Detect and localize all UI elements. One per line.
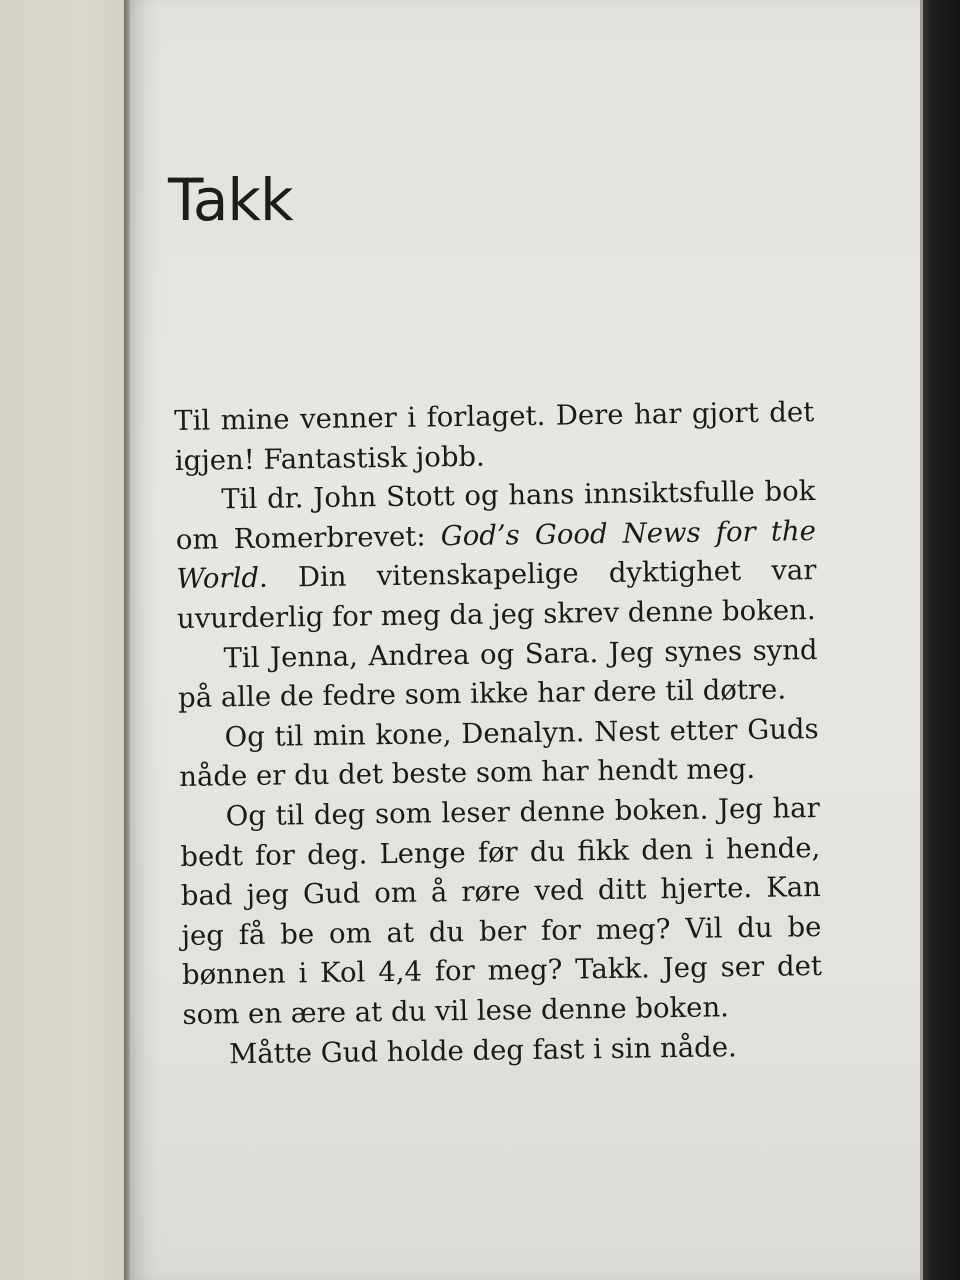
paragraph-1: Til mine venner i forlaget. Dere har gjort det igjen! Fantastisk jobb.: [174, 396, 815, 477]
paragraph-4: Og til min kone, Denalyn. Nest etter Guds nåde er du det beste som har hendt meg.: [179, 712, 819, 794]
paragraph-6: Måtte Gud holde deg fast i sin nåde.: [228, 1030, 737, 1070]
paragraph-2-end: . Din vitenskapelige dyktighet var uvurderlig for meg da jeg skrev denne boken.: [176, 554, 817, 635]
page-title: Takk: [168, 166, 293, 234]
paragraph-5: Og til deg som leser denne boken. Jeg har bedt for deg. Lenge før du fikk den i hende, bad jeg Gud om å røre ved ditt hjerte. Kan jeg få be om at du ber for meg? Vil du be bønnen i Kol 4,4 for meg? Takk. Jeg ser det som en ære at du vil lese denne boken.: [180, 791, 823, 1031]
paragraph-2-start: Til dr. John Stott og hans innsiktsfulle bok om Romerbrevet:: [175, 475, 816, 556]
left-page-edge: [0, 0, 124, 1280]
acknowledgements-text: [174, 393, 823, 1075]
right-background-edge: [920, 0, 960, 1280]
book-title: God’s Good News for the World: [176, 514, 817, 596]
paragraph-2: [175, 472, 817, 639]
paragraph-3: Til Jenna, Andrea og Sara. Jeg synes synd på alle de fedre som ikke har dere til døtre.: [177, 633, 818, 715]
